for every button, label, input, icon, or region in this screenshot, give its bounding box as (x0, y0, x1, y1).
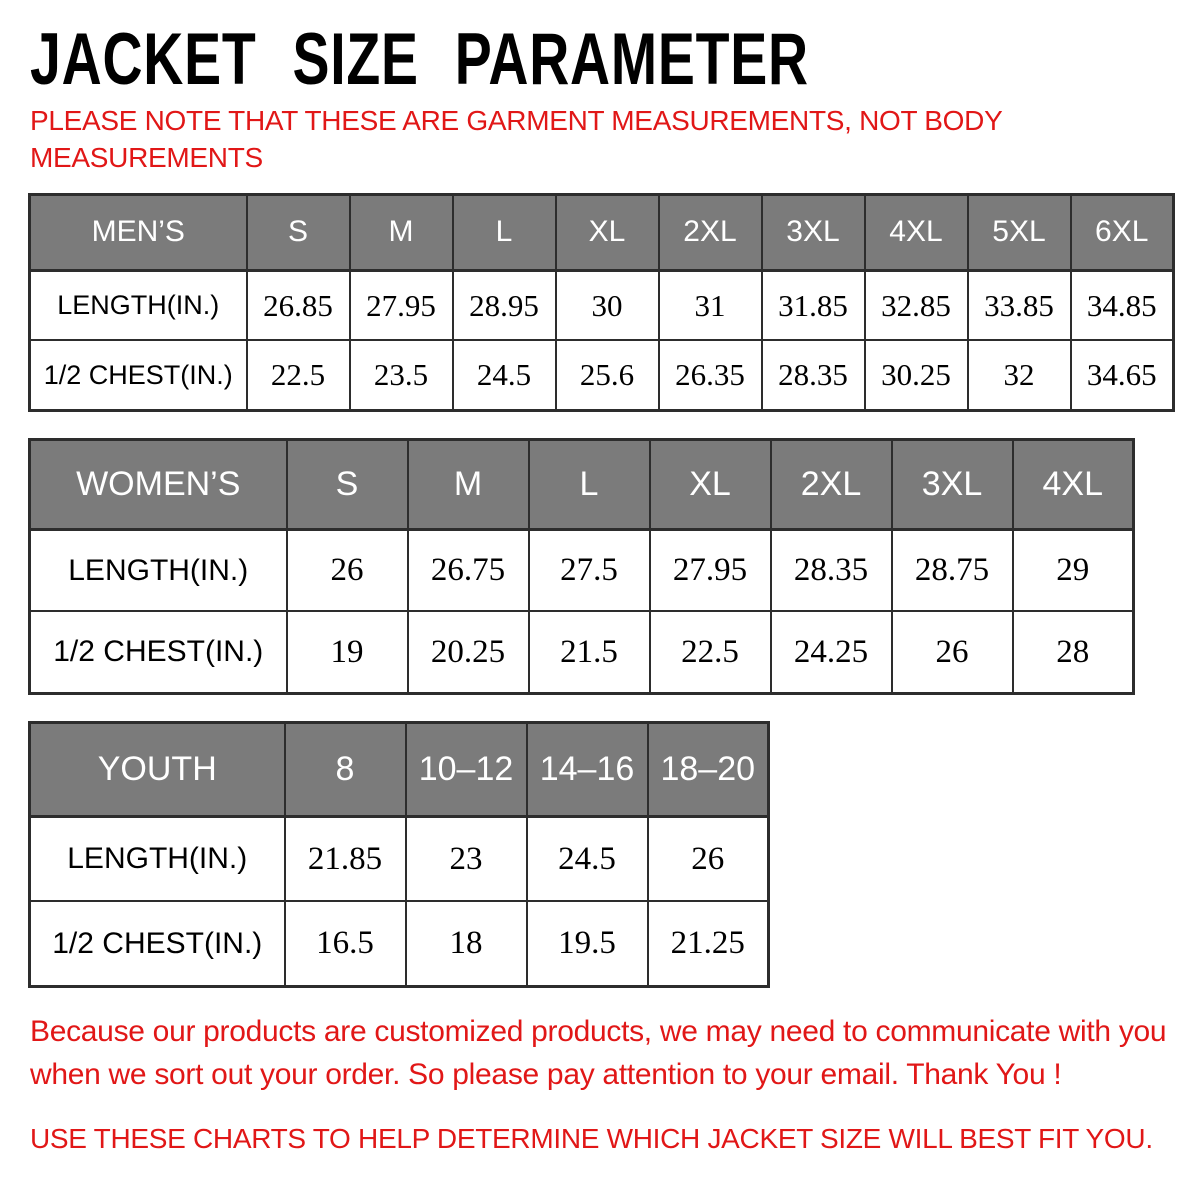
garment-note (30, 103, 1200, 176)
table-row (30, 270, 1174, 340)
measurement-row-label: LENGTH(IN.) (30, 816, 285, 901)
measurement-value: 30 (556, 270, 659, 340)
size-column-header: S (287, 439, 408, 529)
measurement-value: 32 (968, 340, 1071, 410)
measurement-value: 19 (287, 611, 408, 693)
measurement-value: 26.85 (247, 270, 350, 340)
measurement-value: 24.5 (527, 816, 648, 901)
size-column-header: XL (650, 439, 771, 529)
measurement-value: 27.95 (350, 270, 453, 340)
table-row (30, 611, 1134, 693)
measurement-value: 31 (659, 270, 762, 340)
measurement-value: 20.25 (408, 611, 529, 693)
measurement-value: 28.35 (771, 529, 892, 611)
mens-size-table (28, 193, 1175, 412)
measurement-value: 34.85 (1071, 270, 1174, 340)
measurement-value: 26 (287, 529, 408, 611)
measurement-value: 30.25 (865, 340, 968, 410)
measurement-value: 22.5 (247, 340, 350, 410)
size-column-header: 14–16 (527, 722, 648, 816)
table-header-row (30, 439, 1134, 529)
size-column-header: 3XL (892, 439, 1013, 529)
measurement-value: 16.5 (285, 901, 406, 986)
youth-size-table (28, 721, 770, 988)
measurement-value: 26 (892, 611, 1013, 693)
measurement-value: 29 (1013, 529, 1134, 611)
measurement-value: 21.5 (529, 611, 650, 693)
measurement-value: 21.85 (285, 816, 406, 901)
table-row (30, 529, 1134, 611)
size-column-header: M (350, 194, 453, 270)
measurement-value: 24.25 (771, 611, 892, 693)
size-column-header: 4XL (865, 194, 968, 270)
measurement-row-label: 1/2 CHEST(IN.) (30, 901, 285, 986)
measurement-value: 28.35 (762, 340, 865, 410)
measurement-value: 34.65 (1071, 340, 1174, 410)
size-column-header: 10–12 (406, 722, 527, 816)
fit-guide-note: USE THESE CHARTS TO HELP DETERMINE WHICH JACKET SIZE WILL BEST FIT YOU. (30, 1122, 1153, 1154)
measurement-value: 27.95 (650, 529, 771, 611)
size-group-label: MEN’S (30, 194, 247, 270)
customization-note-line: when we sort out your order. So please pay attention to your email. Thank You ! (30, 1058, 1062, 1092)
size-column-header: M (408, 439, 529, 529)
table-header-row (30, 722, 769, 816)
size-column-header: 2XL (659, 194, 762, 270)
table-header-row (30, 194, 1174, 270)
measurement-value: 28 (1013, 611, 1134, 693)
measurement-value: 26.35 (659, 340, 762, 410)
measurement-value: 23.5 (350, 340, 453, 410)
size-column-header: S (247, 194, 350, 270)
table-row (30, 340, 1174, 410)
measurement-value: 21.25 (648, 901, 769, 986)
measurement-row-label: 1/2 CHEST(IN.) (30, 340, 247, 410)
measurement-value: 32.85 (865, 270, 968, 340)
size-column-header: 3XL (762, 194, 865, 270)
measurement-value: 31.85 (762, 270, 865, 340)
womens-size-table (28, 438, 1135, 695)
measurement-value: 22.5 (650, 611, 771, 693)
size-column-header: 8 (285, 722, 406, 816)
size-column-header: L (529, 439, 650, 529)
measurement-value: 27.5 (529, 529, 650, 611)
measurement-row-label: LENGTH(IN.) (30, 529, 287, 611)
size-column-header: 2XL (771, 439, 892, 529)
size-group-label: WOMEN’S (30, 439, 287, 529)
size-column-header: 18–20 (648, 722, 769, 816)
size-column-header: 4XL (1013, 439, 1134, 529)
table-row (30, 901, 769, 986)
size-column-header: 5XL (968, 194, 1071, 270)
measurement-row-label: 1/2 CHEST(IN.) (30, 611, 287, 693)
measurement-value: 26 (648, 816, 769, 901)
measurement-value: 28.75 (892, 529, 1013, 611)
page-title: JACKET SIZE PARAMETER (30, 19, 809, 100)
measurement-value: 28.95 (453, 270, 556, 340)
garment-note-line: PLEASE NOTE THAT THESE ARE GARMENT MEASUREMENTS, NOT BODY (30, 105, 1003, 137)
size-column-header: L (453, 194, 556, 270)
measurement-value: 24.5 (453, 340, 556, 410)
size-group-label: YOUTH (30, 722, 285, 816)
size-column-header: 6XL (1071, 194, 1174, 270)
measurement-value: 23 (406, 816, 527, 901)
measurement-value: 26.75 (408, 529, 529, 611)
measurement-value: 19.5 (527, 901, 648, 986)
table-row (30, 816, 769, 901)
size-column-header: XL (556, 194, 659, 270)
measurement-row-label: LENGTH(IN.) (30, 270, 247, 340)
measurement-value: 18 (406, 901, 527, 986)
measurement-value: 25.6 (556, 340, 659, 410)
customization-note-line: Because our products are customized products, we may need to communicate with you (30, 1014, 1167, 1048)
customization-note (30, 1010, 1200, 1097)
measurement-value: 33.85 (968, 270, 1071, 340)
garment-note-line: MEASUREMENTS (30, 141, 263, 173)
